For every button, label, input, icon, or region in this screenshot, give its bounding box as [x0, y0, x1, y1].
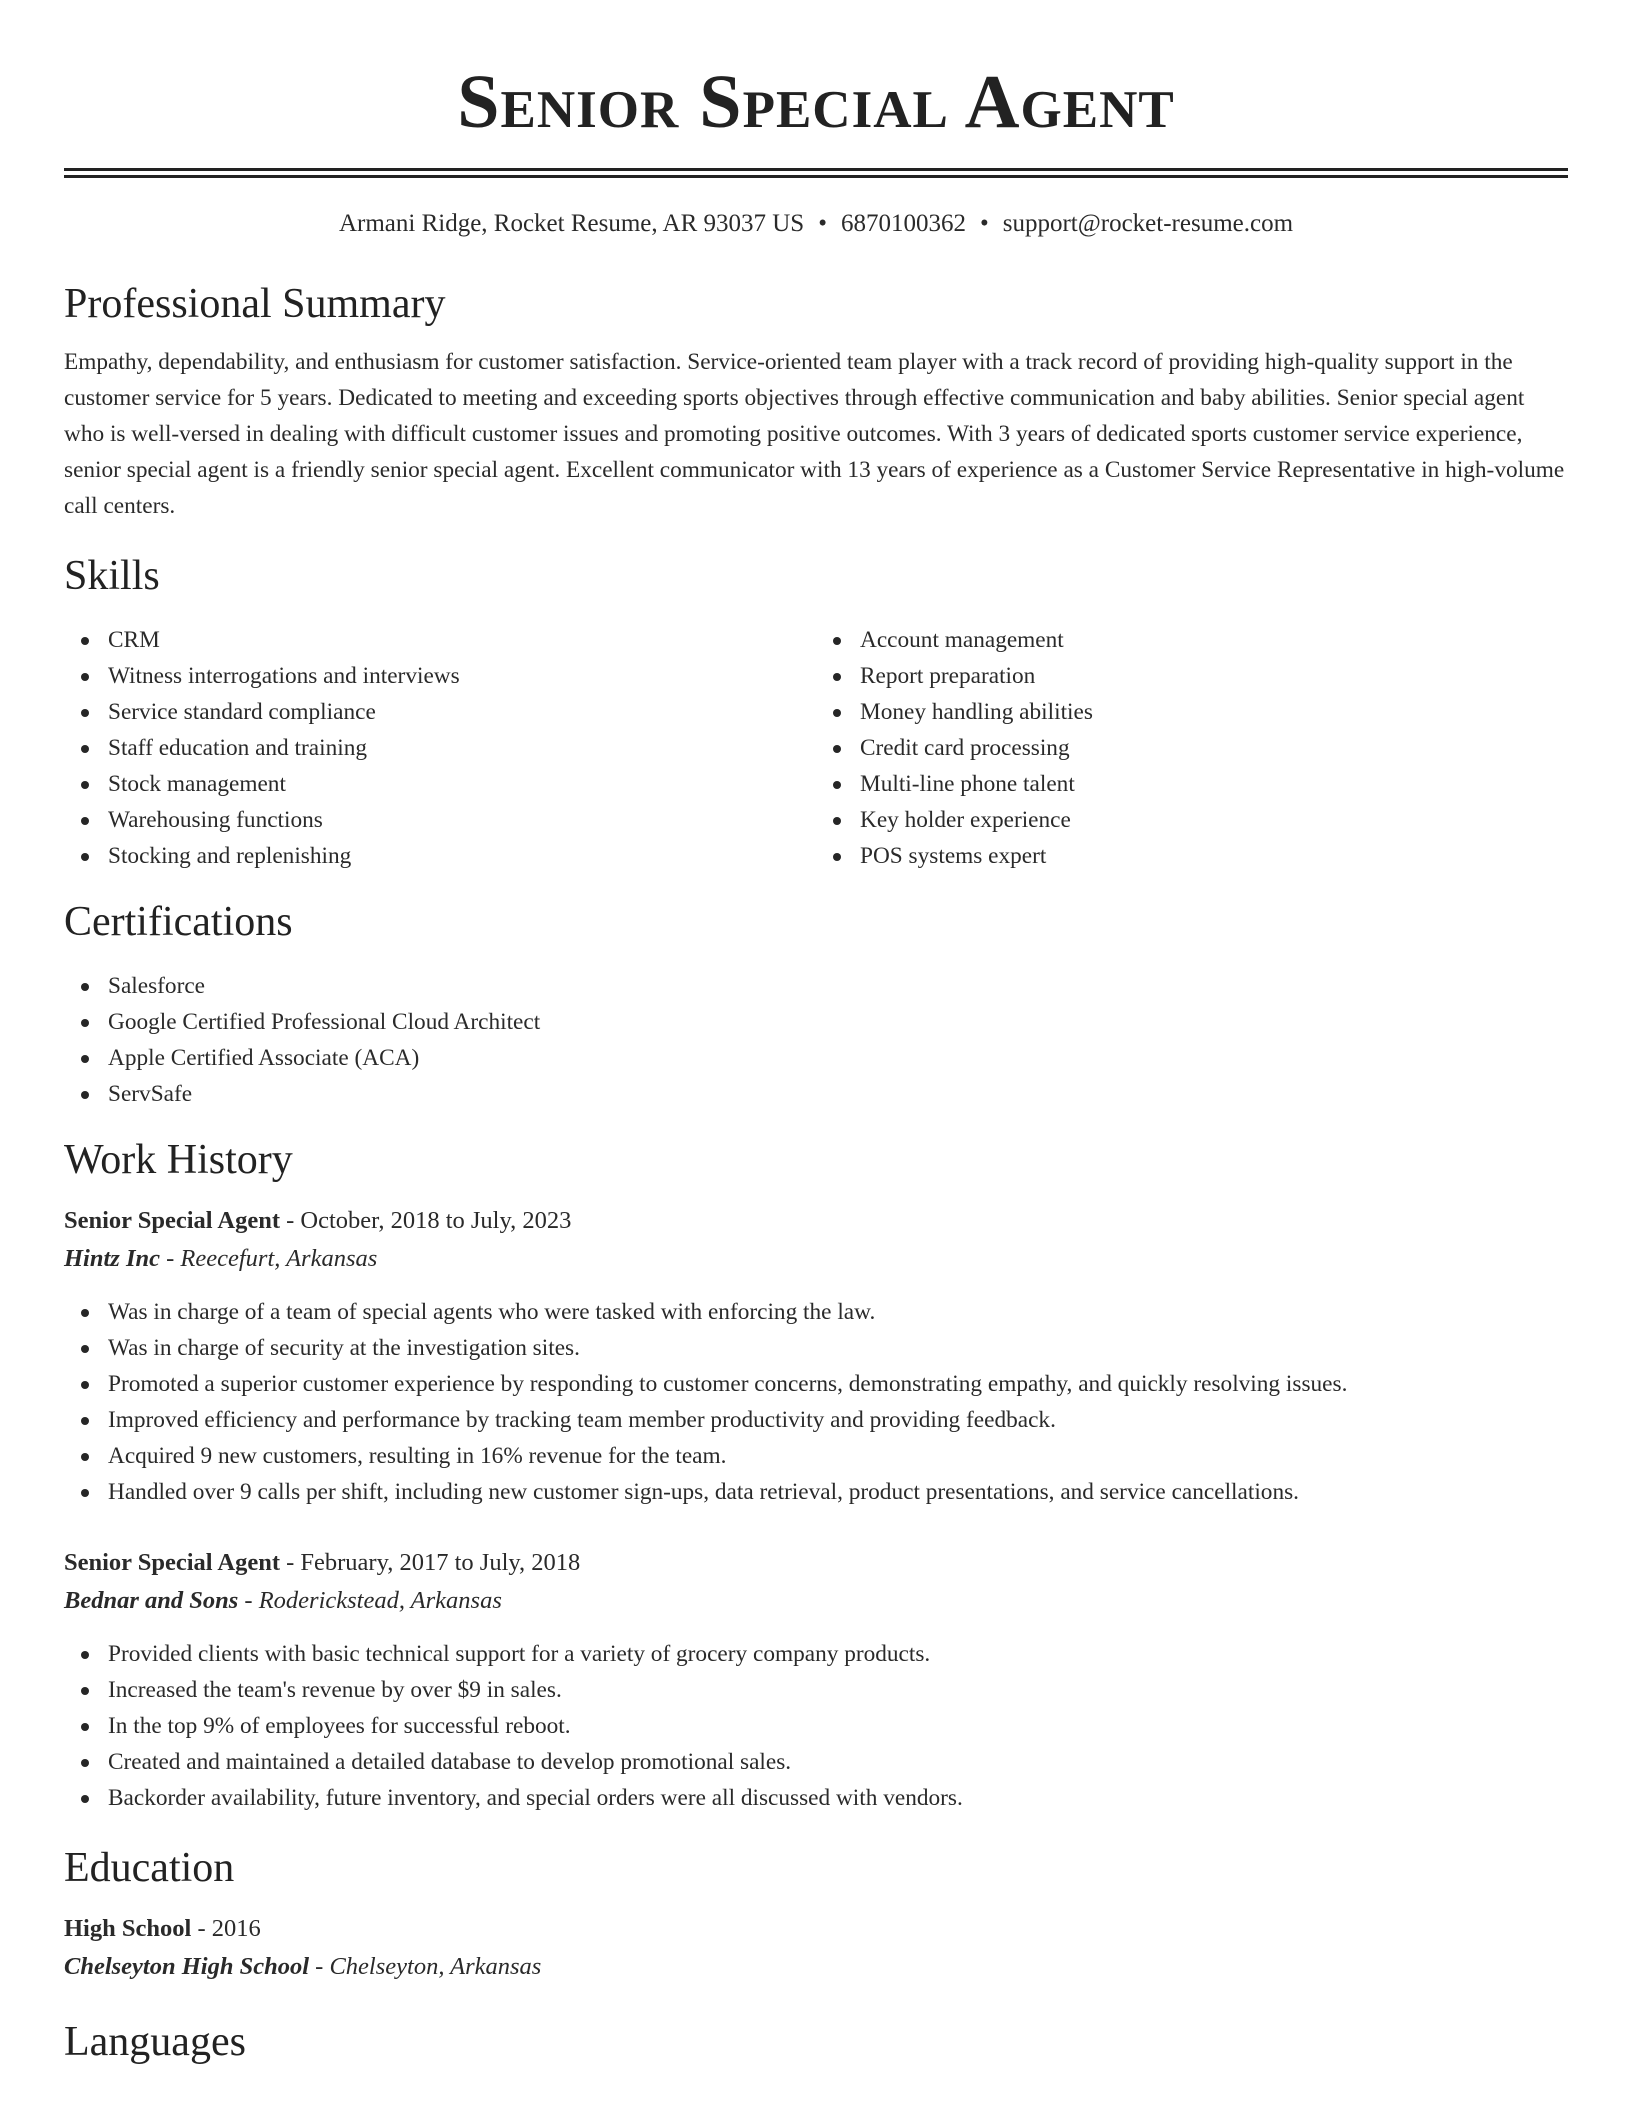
job-company: Bednar and Sons [64, 1587, 239, 1614]
job-bullet: Promoted a superior customer experience by responding to customer concerns, demonstrating empathy, and quickly resolving issues. [108, 1366, 1568, 1402]
certifications-list [64, 968, 1568, 1112]
section-heading-skills: Skills [64, 553, 160, 599]
job-title-line [64, 1544, 1568, 1582]
certification-item: Salesforce [108, 968, 1568, 1004]
section-heading-work-history: Work History [64, 1137, 293, 1183]
job-location: - Reecefurt, Arkansas [160, 1245, 378, 1272]
skill-item: Key holder experience [860, 802, 1568, 838]
contact-email: support@rocket-resume.com [1002, 210, 1294, 237]
skill-item: Credit card processing [860, 730, 1568, 766]
education-entry [64, 1910, 1568, 1986]
skill-item: Stock management [108, 766, 816, 802]
job-title-line [64, 1202, 1568, 1240]
job-bullets [64, 1294, 1568, 1510]
skill-item: Warehousing functions [108, 802, 816, 838]
education-location: - Chelseyton, Arkansas [309, 1953, 542, 1980]
education-school: Chelseyton High School [64, 1953, 310, 1980]
contact-line [64, 208, 1568, 240]
job-dates: - October, 2018 to July, 2023 [279, 1207, 572, 1234]
job-entry [64, 1202, 1568, 1510]
contact-separator: • [818, 210, 827, 237]
job-bullet: Handled over 9 calls per shift, including new customer sign-ups, data retrieval, product presentations, and service cancellations. [108, 1474, 1568, 1510]
job-bullet: Created and maintained a detailed database to develop promotional sales. [108, 1744, 1568, 1780]
job-company-line [64, 1240, 1568, 1278]
job-location: - Roderickstead, Arkansas [238, 1587, 502, 1614]
skill-item: POS systems expert [860, 838, 1568, 874]
job-bullet: Improved efficiency and performance by tracking team member productivity and providing feedback. [108, 1402, 1568, 1438]
job-bullets [64, 1636, 1568, 1816]
skill-item: Multi-line phone talent [860, 766, 1568, 802]
education-degree: High School [64, 1915, 192, 1942]
job-company-line [64, 1582, 1568, 1620]
skill-item: Staff education and training [108, 730, 816, 766]
header-double-rule [64, 168, 1568, 178]
education-year: - 2016 [191, 1915, 261, 1942]
skill-item: Account management [860, 622, 1568, 658]
certification-item: Google Certified Professional Cloud Architect [108, 1004, 1568, 1040]
skills-columns [64, 622, 1568, 874]
section-heading-certifications: Certifications [64, 899, 293, 945]
skill-item: Service standard compliance [108, 694, 816, 730]
job-bullet: Was in charge of security at the investigation sites. [108, 1330, 1568, 1366]
candidate-name: Senior Special Agent [457, 60, 1175, 144]
contact-phone: 6870100362 [840, 210, 966, 237]
section-heading-languages: Languages [64, 2019, 246, 2065]
skill-item: Stocking and replenishing [108, 838, 816, 874]
job-bullet: Increased the team's revenue by over $9 in sales. [108, 1672, 1568, 1708]
certification-item: ServSafe [108, 1076, 1568, 1112]
skill-item: Witness interrogations and interviews [108, 658, 816, 694]
skill-item: Money handling abilities [860, 694, 1568, 730]
job-entry [64, 1544, 1568, 1816]
job-title: Senior Special Agent [64, 1549, 280, 1576]
summary-text: Empathy, dependability, and enthusiasm for customer satisfaction. Service-oriented team player with a track record of providing high-quality support in the customer service for 5 years. Dedicated to meeting and exceeding sports objectives through effective communication and baby abilities. Senior special agent who is well-versed in dealing with difficult customer issues and promoting positive outcomes. With 3 years of dedicated sports customer service experience, senior special agent is a friendly senior special agent. Excellent communicator with 13 years of experience as a Customer Service Representative in high-volume call centers. [64, 349, 1565, 519]
education-degree-line [64, 1910, 1568, 1948]
job-bullet: Backorder availability, future inventory, and special orders were all discussed with vendors. [108, 1780, 1568, 1816]
skills-list-left [64, 622, 816, 874]
job-company: Hintz Inc [64, 1245, 160, 1272]
job-dates: - February, 2017 to July, 2018 [279, 1549, 581, 1576]
skill-item: CRM [108, 622, 816, 658]
skills-list-right [816, 622, 1568, 874]
section-heading-summary: Professional Summary [64, 281, 446, 327]
job-bullet: Acquired 9 new customers, resulting in 16% revenue for the team. [108, 1438, 1568, 1474]
education-school-line [64, 1948, 1568, 1986]
job-bullet: In the top 9% of employees for successful reboot. [108, 1708, 1568, 1744]
skill-item: Report preparation [860, 658, 1568, 694]
section-heading-education: Education [64, 1845, 235, 1891]
contact-separator: • [979, 210, 989, 237]
job-title: Senior Special Agent [64, 1207, 280, 1234]
job-bullet: Provided clients with basic technical support for a variety of grocery company products. [108, 1636, 1568, 1672]
contact-address: Armani Ridge, Rocket Resume, AR 93037 US [338, 210, 805, 237]
certification-item: Apple Certified Associate (ACA) [108, 1040, 1568, 1076]
resume-page [64, 0, 1568, 2068]
job-bullet: Was in charge of a team of special agents who were tasked with enforcing the law. [108, 1294, 1568, 1330]
